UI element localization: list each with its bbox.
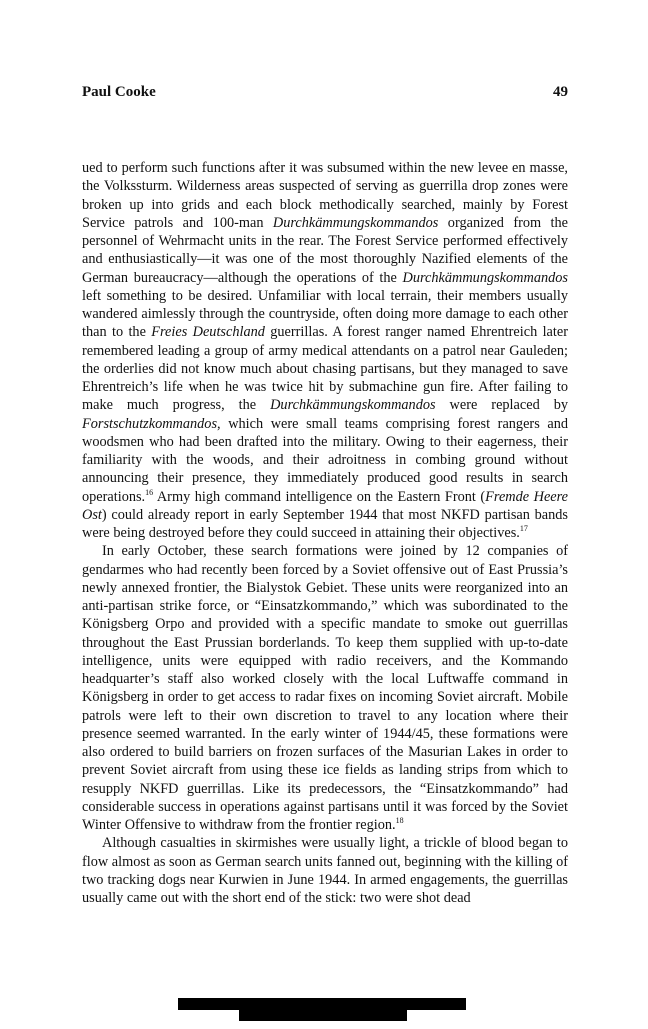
text-run: Although casualties in skirmishes were usually light, a trickle of blood began to flow almost as soon as German search units fanned out, beginning with the killing of two tracking dogs near Kurwien in June 1944. In armed engagements, the guerrillas usually came out with the short end of the stick: two were shot dead — [82, 835, 568, 906]
body-text — [82, 159, 568, 907]
paragraph-2 — [82, 542, 568, 834]
italic-term: Freies Deutschland — [151, 324, 265, 341]
paragraph-1 — [82, 159, 568, 542]
italic-term: Durchkämmungskommandos — [402, 269, 568, 286]
italic-term: Durchkämmungskommandos — [272, 214, 439, 231]
running-head — [82, 84, 568, 104]
text-run: were replaced by — [435, 397, 568, 414]
footnote-marker: 17 — [519, 524, 528, 534]
footnote-marker: 18 — [395, 816, 404, 826]
text-run: ued to perform such functions after it was subsumed within the new levee en masse, the Volkssturm. Wilderness areas suspected of serving as guerrilla drop zones were broken up into grids and each block methodically searched, mainly by Forest Service patrols and 100-man — [82, 160, 568, 231]
page-number: 49 — [553, 84, 568, 100]
text-run: left something to be desired. Unfamiliar with local terrain, their members usually wandered aimlessly through the countryside, often doing more damage to each other than to the — [82, 287, 568, 341]
italic-term: Fremde Heere Ost — [82, 488, 569, 523]
text-run: ) could already report in early September 1944 that most NKFD partisan bands were being destroyed before they could succeed in attaining their objectives. — [82, 506, 568, 541]
text-run: organized from the personnel of Wehrmacht units in the rear. The Forest Service performed effectively and enthusiastically—it was one of the most thoroughly Nazified elements of the German bureaucracy—although the operations of the — [82, 214, 569, 286]
running-head-author: Paul Cooke — [82, 84, 156, 100]
footnote-marker: 16 — [145, 487, 154, 497]
text-run: guerrillas. A forest ranger named Ehrentreich later remembered leading a group of army medical attendants on a patrol near Gauleden; the orderlies did not know much about chasing partisans, but they managed to save Ehrentreich’s life when he was twice hit by submachine gun fire. After failing to make much progress, the — [82, 324, 568, 414]
italic-term: Durchkämmungskommandos — [270, 397, 436, 414]
italic-term: Forstschutzkommandos — [82, 415, 218, 432]
scan-footer-bar-lower — [239, 1008, 407, 1021]
text-run: In early October, these search formations were joined by 12 companies of gendarmes who had recently been forced by a Soviet offensive out of East Prussia’s newly annexed frontier, the Bialystok Gebiet. These units were reorganized into an anti-partisan strike force, or “Einsatzkommando,” which was subordinated to the Königsberg Orpo and provided with a specific mandate to smoke out guerrillas throughout the East Prussian borderlands. To keep them supplied with up-to-date intelligence, units were equipped with radio receivers, and the Kommando headquarter’s staff also worked closely with the local Luftwaffe command in Königsberg in order to get access to radar fixes on incoming Soviet aircraft. Mobile patrols were left to their own discretion to travel to any location where their presence seemed warranted. In the early winter of 1944/45, these formations were also ordered to build barriers on frozen surfaces of the Masurian Lakes in order to prevent Soviet aircraft from using these ice fields as landing strips from which to resupply NKFD guerrillas. Like its predecessors, the “Einsatzkommando” had considerable success in operations against partisans until it was forced by the Soviet Winter Offensive to withdraw from the frontier region. — [82, 543, 568, 833]
text-run: Army high command intelligence on the Eastern Front ( — [153, 488, 486, 505]
text-run: , which were small teams comprising forest rangers and woodsmen who had been drafted into the military. Owing to their eagerness, their familiarity with the woods, and their adroitness in combing ground without announcing their presence, they immediately produced good results in search operations. — [82, 415, 568, 505]
paragraph-3 — [82, 834, 568, 907]
